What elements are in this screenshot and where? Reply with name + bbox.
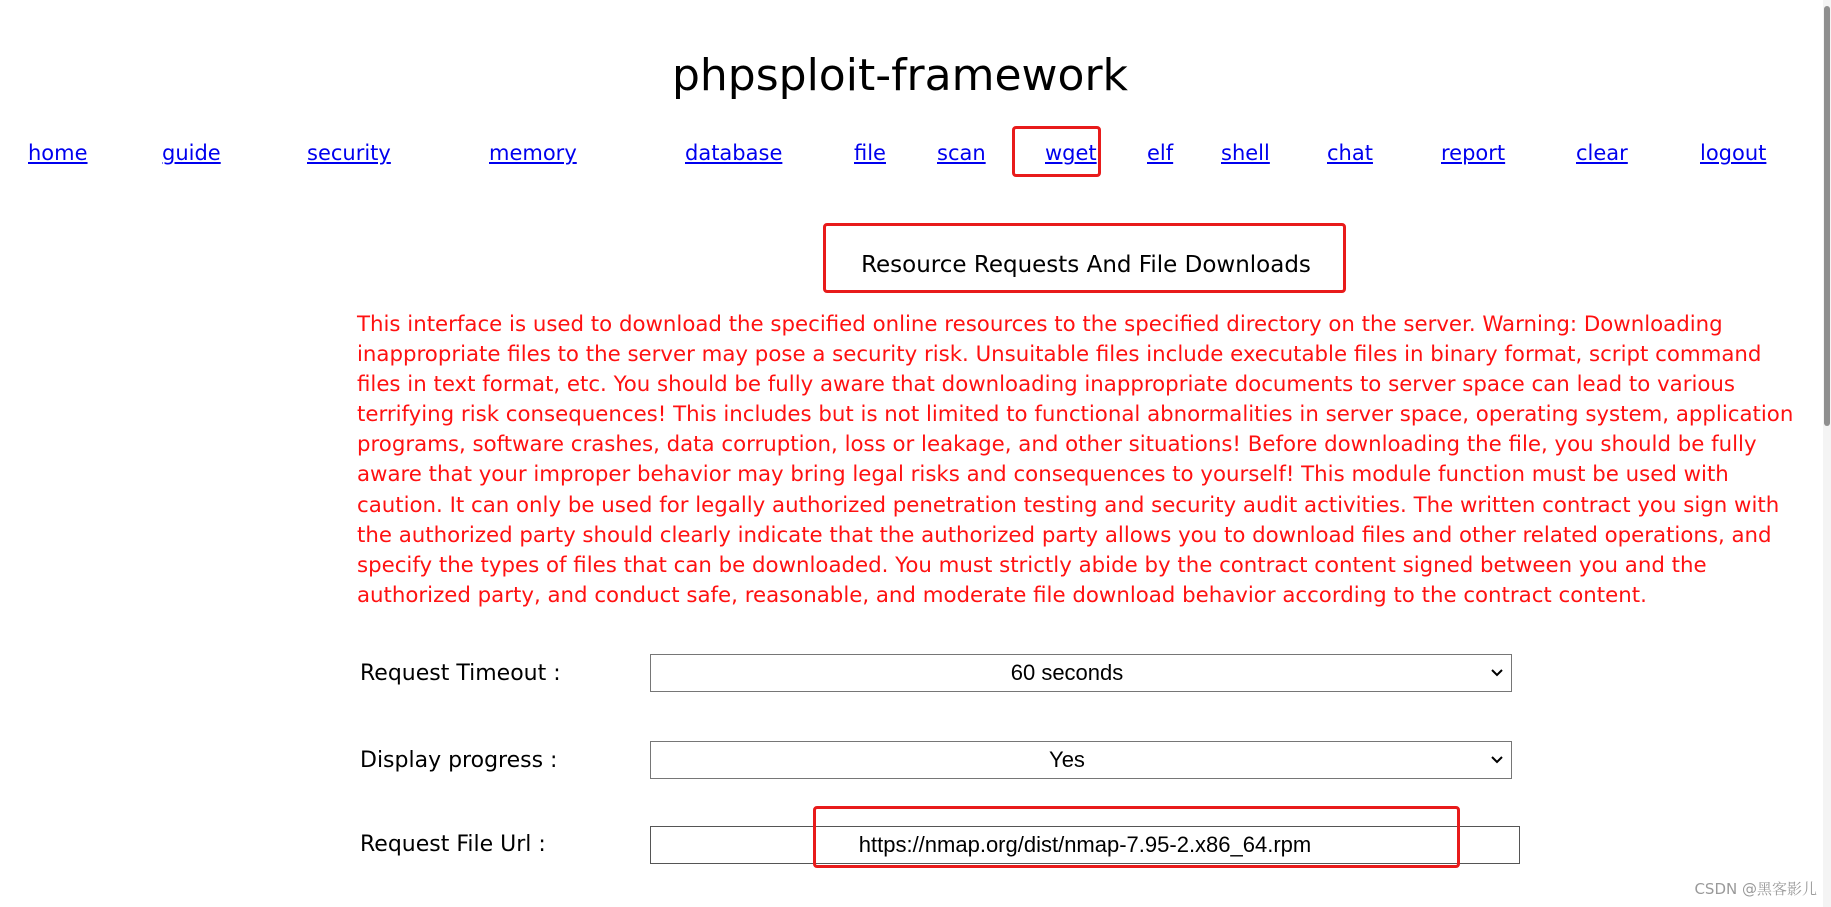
scrollbar[interactable] bbox=[1823, 0, 1831, 907]
display-progress-label: Display progress : bbox=[360, 748, 558, 773]
request-timeout-label: Request Timeout : bbox=[360, 661, 561, 686]
nav-link-memory[interactable]: memory bbox=[489, 141, 577, 165]
request-timeout-value: 60 seconds bbox=[1010, 660, 1124, 685]
nav-link-chat[interactable]: chat bbox=[1327, 141, 1373, 165]
page-title: phpsploit-framework bbox=[671, 50, 1129, 101]
chevron-down-icon bbox=[1483, 756, 1511, 764]
chevron-down-icon bbox=[1483, 669, 1511, 677]
nav-link-file[interactable]: file bbox=[854, 141, 886, 165]
request-timeout-select[interactable] bbox=[650, 654, 1512, 692]
request-file-url-input[interactable] bbox=[650, 826, 1520, 864]
scrollbar-thumb[interactable] bbox=[1824, 6, 1830, 426]
nav-link-database[interactable]: database bbox=[685, 141, 783, 165]
display-progress-select[interactable] bbox=[650, 741, 1512, 779]
request-file-url-label: Request File Url : bbox=[360, 832, 546, 857]
nav-link-logout[interactable]: logout bbox=[1700, 141, 1767, 165]
nav-link-shell[interactable]: shell bbox=[1221, 141, 1270, 165]
nav-link-home[interactable]: home bbox=[28, 141, 88, 165]
nav-link-security[interactable]: security bbox=[307, 141, 391, 165]
nav-link-elf[interactable]: elf bbox=[1147, 141, 1174, 165]
nav-link-scan[interactable]: scan bbox=[937, 141, 986, 165]
section-title: Resource Requests And File Downloads bbox=[861, 252, 1311, 278]
nav-link-guide[interactable]: guide bbox=[162, 141, 221, 165]
watermark: CSDN @黑客影儿 bbox=[1694, 880, 1817, 898]
warning-text: This interface is used to download the specified online resources to the specified directory on the server. Warning: Downloading inappropriate files to the server may pose a security risk. Unsuitable files include executable files in binary format, script command files in text format, etc. You should be fully aware that downloading inappropriate documents to server space can lead to various terrifying risk consequences! This includes but is not limited to functional abnormalities in server space, operating system, application programs, software crashes, data corruption, loss or leakage, and other situations! Before downloading the file, you should be fully aware that your improper behavior may bring legal risks and consequences to yourself! This module function must be used with caution. It can only be used for legally authorized penetration testing and security audit activities. The written contract you sign with the authorized party should clearly indicate that the authorized party allows you to download files and other related operations, and specify the types of files that can be downloaded. You must strictly abide by the contract content signed between you and the authorized party, and conduct safe, reasonable, and moderate file download behavior according to the contract content. bbox=[357, 312, 1794, 608]
nav-link-report[interactable]: report bbox=[1441, 141, 1506, 165]
nav-link-clear[interactable]: clear bbox=[1576, 141, 1628, 165]
nav-link-wget[interactable]: wget bbox=[1045, 141, 1097, 165]
display-progress-value: Yes bbox=[1049, 747, 1085, 772]
